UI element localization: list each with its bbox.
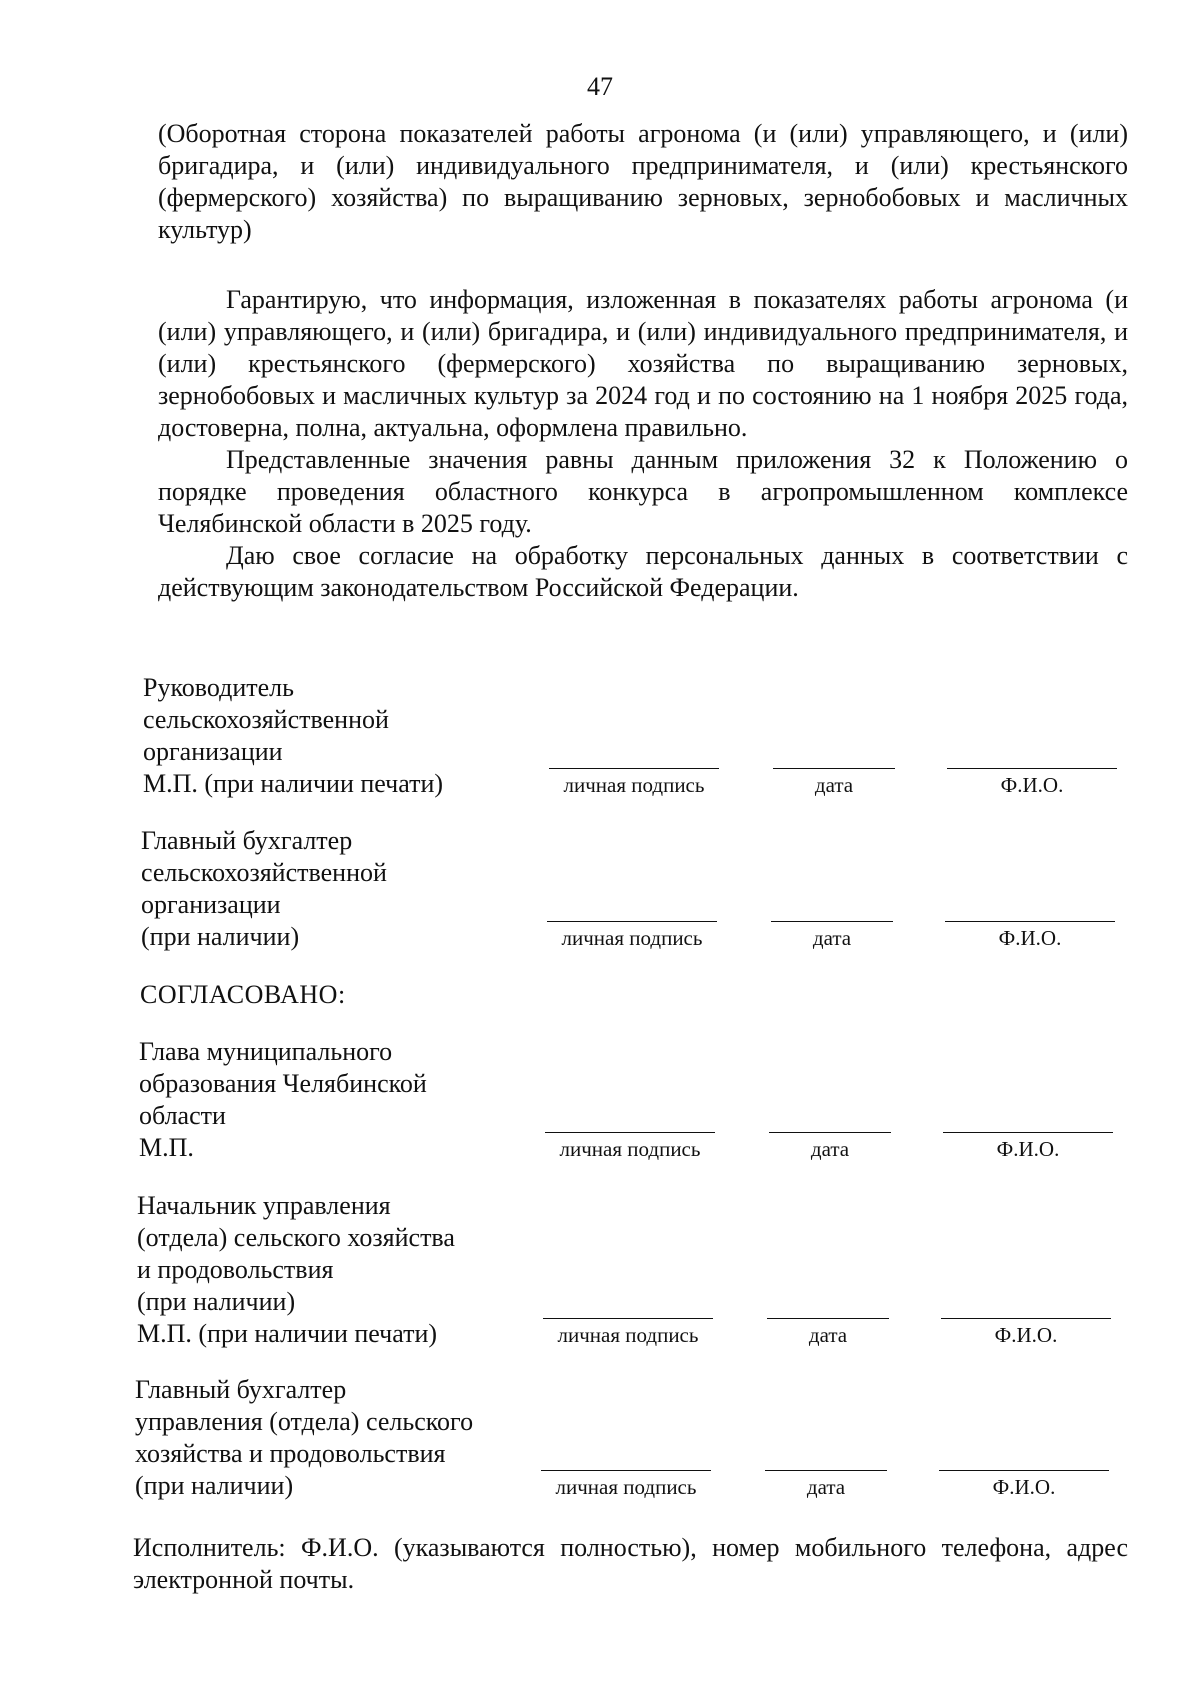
agreed-heading: СОГЛАСОВАНО: [140,980,346,1009]
date-field[interactable] [773,768,895,797]
full-name-field[interactable] [939,1470,1109,1499]
date-field[interactable] [767,1318,889,1347]
consent-paragraph: Даю свое согласие на обработку персональных данных в соответствии с действующим законодательством Российской Федерации. [158,541,1128,602]
signatory-block-agriculture-department-head [137,1190,1137,1350]
signature-caption: личная подпись [561,926,703,950]
signature-field[interactable] [541,1470,711,1499]
date-field[interactable] [769,1132,891,1161]
signature-field[interactable] [547,921,717,950]
document-heading: (Оборотная сторона показателей работы агронома (и (или) управляющего, и (или) бригадира, и (или) индивидуального предпринимателя, и (или) крестьянского (фермерского) хозяйства) по выращиванию зерновых, зернобобовых и масличных культур) [158,119,1128,244]
full-name-caption: Ф.И.О. [996,1137,1060,1161]
page-number: 47 [587,72,613,101]
signatory-block-chief-accountant [141,825,1141,953]
guarantee-paragraph: Гарантирую, что информация, изложенная в показателях работы агронома (и (или) управляющего, и (или) бригадира, и (или) индивидуального предпринимателя, и (или) крестьянского (фермерского) хозяйства по выращиванию зерновых, зернобобовых и масличных культур за 2024 год и по состоянию на 1 ноября 2025 года, достоверна, полна, актуальна, оформлена правильно. [158,285,1128,442]
signatory-title: Глава муниципального образования Челябинской области М.П. [139,1037,427,1162]
signatory-block-department-chief-accountant [135,1374,1135,1502]
declaration-text [158,284,1128,604]
signatory-title: Главный бухгалтер сельскохозяйственной организации (при наличии) [141,826,387,951]
full-name-caption: Ф.И.О. [994,1323,1058,1347]
full-name-caption: Ф.И.О. [998,926,1062,950]
signature-caption: личная подпись [559,1137,701,1161]
signature-field[interactable] [543,1318,713,1347]
full-name-field[interactable] [945,921,1115,950]
full-name-field[interactable] [941,1318,1111,1347]
date-caption: дата [812,926,852,950]
date-field[interactable] [765,1470,887,1499]
signatory-title: Начальник управления (отдела) сельского хозяйства и продовольствия (при наличии) М.П. (при наличии печати) [137,1191,455,1348]
date-caption: дата [806,1475,846,1499]
date-caption: дата [814,773,854,797]
signatory-title: Руководитель сельскохозяйственной организации М.П. (при наличии печати) [143,673,444,798]
date-caption: дата [808,1323,848,1347]
full-name-caption: Ф.И.О. [992,1475,1056,1499]
signature-caption: личная подпись [555,1475,697,1499]
full-name-field[interactable] [947,768,1117,797]
signatory-title: Главный бухгалтер управления (отдела) сельского хозяйства и продовольствия (при наличии) [135,1375,474,1500]
signature-caption: личная подпись [557,1323,699,1347]
full-name-caption: Ф.И.О. [1000,773,1064,797]
date-field[interactable] [771,921,893,950]
values-paragraph: Представленные значения равны данным приложения 32 к Положению о порядке проведения областного конкурса в агропромышленном комплексе Челябинской области в 2025 году. [158,445,1128,538]
date-caption: дата [810,1137,850,1161]
signatory-block-municipal-head [139,1036,1139,1164]
signature-field[interactable] [545,1132,715,1161]
signatory-block-head-of-organization [143,672,1143,800]
signature-caption: личная подпись [563,773,705,797]
executor-note: Исполнитель: Ф.И.О. (указываются полностью), номер мобильного телефона, адрес электронной почты. [133,1533,1128,1594]
full-name-field[interactable] [943,1132,1113,1161]
signature-field[interactable] [549,768,719,797]
